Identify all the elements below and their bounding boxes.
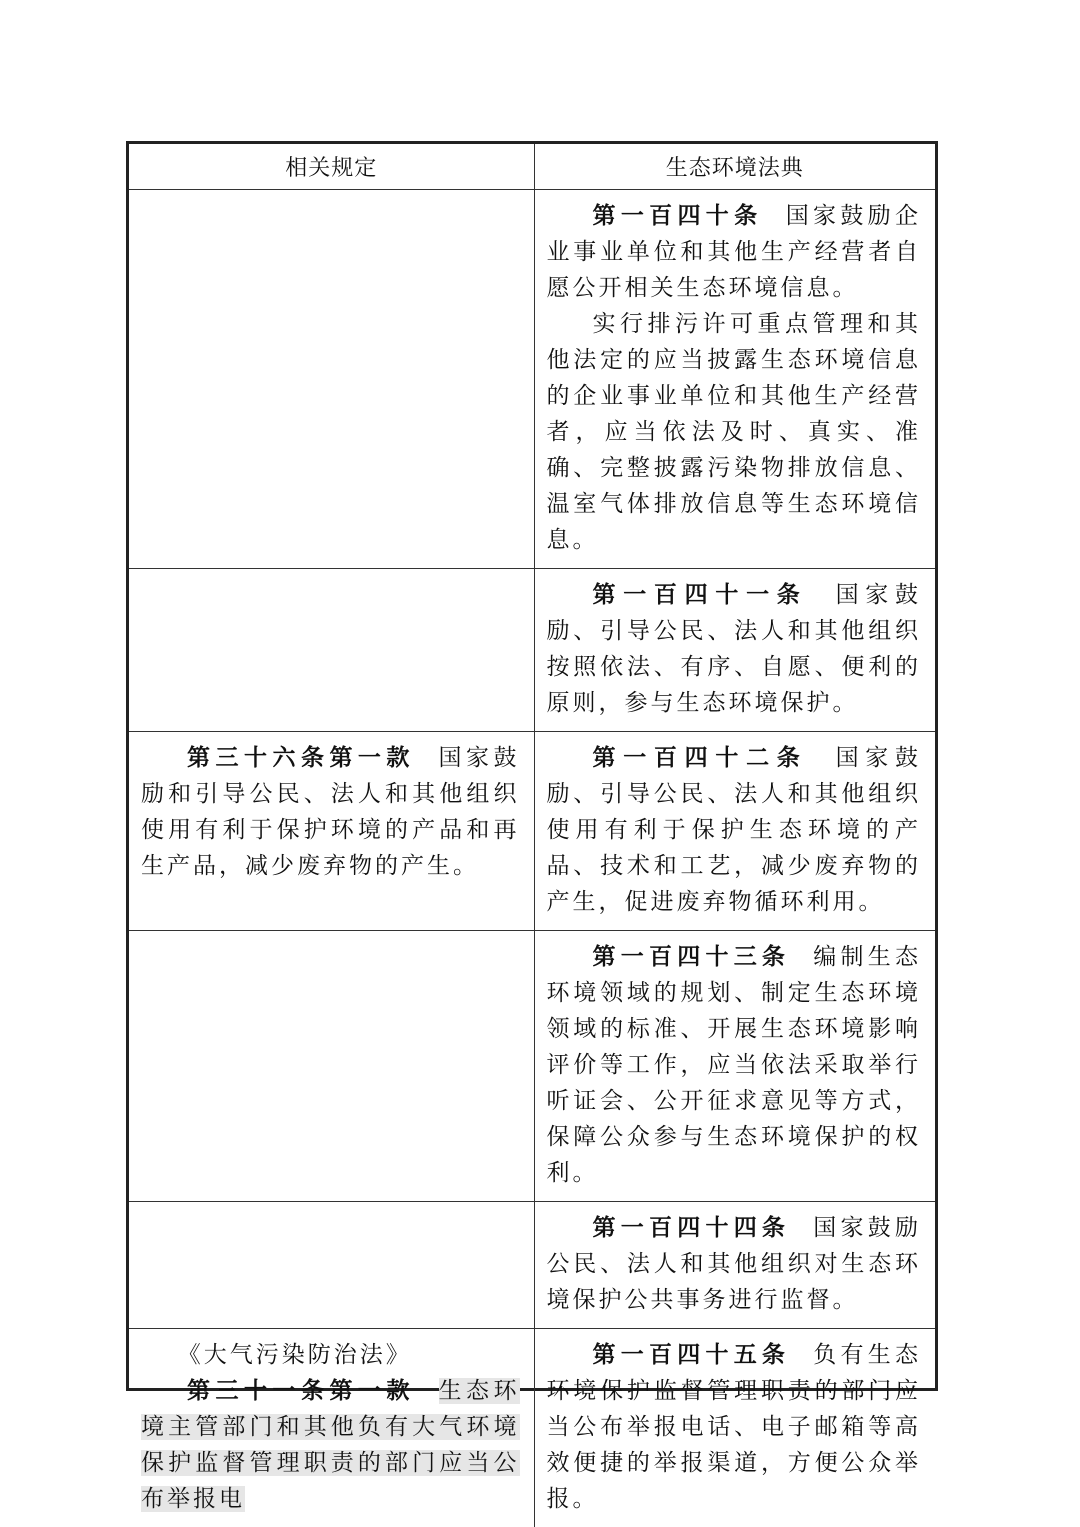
article-number: 第三十一条第一款	[187, 1378, 415, 1404]
eco-code-cell	[534, 931, 935, 1202]
article-paragraph	[547, 306, 922, 558]
related-provision-cell	[129, 1202, 534, 1329]
article-text: 生态环境主管部门和其他负有大气环境保护监督管理职责的部门应当公布举报电	[141, 1378, 520, 1512]
article-number: 第一百四十二条	[593, 745, 808, 771]
article-number: 第一百四十四条	[593, 1215, 791, 1241]
eco-code-cell	[534, 190, 935, 569]
article-paragraph	[141, 740, 520, 884]
related-provision-cell	[129, 569, 534, 732]
article-paragraph	[547, 1210, 922, 1318]
eco-code-cell	[534, 732, 935, 931]
eco-code-cell	[534, 1202, 935, 1329]
article-number: 第一百四十条	[593, 203, 763, 229]
article-paragraph	[547, 577, 922, 721]
article-paragraph	[547, 198, 922, 306]
article-number: 第一百四十三条	[593, 944, 791, 970]
article-paragraph	[547, 939, 922, 1191]
article-text: 实行排污许可重点管理和其他法定的应当披露生态环境信息的企业事业单位和其他生产经营者，应当依法及时、真实、准确、完整披露污染物排放信息、温室气体排放信息等生态环境信息。	[547, 311, 922, 553]
table-row	[129, 190, 935, 569]
article-paragraph	[141, 1373, 520, 1517]
comparison-table-grid	[129, 144, 935, 1527]
article-text: 国家鼓励、引导公民、法人和其他组织使用有利于保护生态环境的产品、技术和工艺，减少废弃物的产生，促进废弃物循环利用。	[547, 745, 922, 915]
article-text: 国家鼓励、引导公民、法人和其他组织按照依法、有序、自愿、便利的原则，参与生态环境保护。	[547, 582, 922, 716]
table-row	[129, 1329, 935, 1527]
related-provision-cell	[129, 931, 534, 1202]
comparison-table	[126, 141, 938, 1391]
table-row	[129, 1202, 935, 1329]
article-text: 国家鼓励和引导公民、法人和其他组织使用有利于保护环境的产品和再生产品，减少废弃物的产生。	[141, 745, 520, 879]
article-number: 第一百四十一条	[593, 582, 808, 608]
table-row	[129, 931, 935, 1202]
article-text: 编制生态环境领域的规划、制定生态环境领域的标准、开展生态环境影响评价等工作，应当依法采取举行听证会、公开征求意见等方式，保障公众参与生态环境保护的权利。	[547, 944, 922, 1186]
article-number: 第一百四十五条	[593, 1342, 791, 1368]
article-text: 负有生态环境保护监督管理职责的部门应当公布举报电话、电子邮箱等高效便捷的举报渠道，方便公众举报。	[547, 1342, 922, 1512]
related-provision-cell	[129, 190, 534, 569]
article-paragraph	[547, 740, 922, 920]
related-provision-cell	[129, 732, 534, 931]
table-row	[129, 732, 935, 931]
law-title: 《大气污染防治法》	[141, 1337, 520, 1373]
header-eco-code: 生态环境法典	[534, 144, 935, 190]
eco-code-cell	[534, 1329, 935, 1527]
article-text: 国家鼓励企业事业单位和其他生产经营者自愿公开相关生态环境信息。	[547, 203, 922, 301]
article-text: 国家鼓励公民、法人和其他组织对生态环境保护公共事务进行监督。	[547, 1215, 922, 1313]
article-paragraph	[547, 1337, 922, 1517]
header-related-provisions: 相关规定	[129, 144, 534, 190]
table-header-row	[129, 144, 935, 190]
article-number: 第三十六条第一款	[187, 745, 415, 771]
table-row	[129, 569, 935, 732]
eco-code-cell	[534, 569, 935, 732]
related-provision-cell	[129, 1329, 534, 1527]
